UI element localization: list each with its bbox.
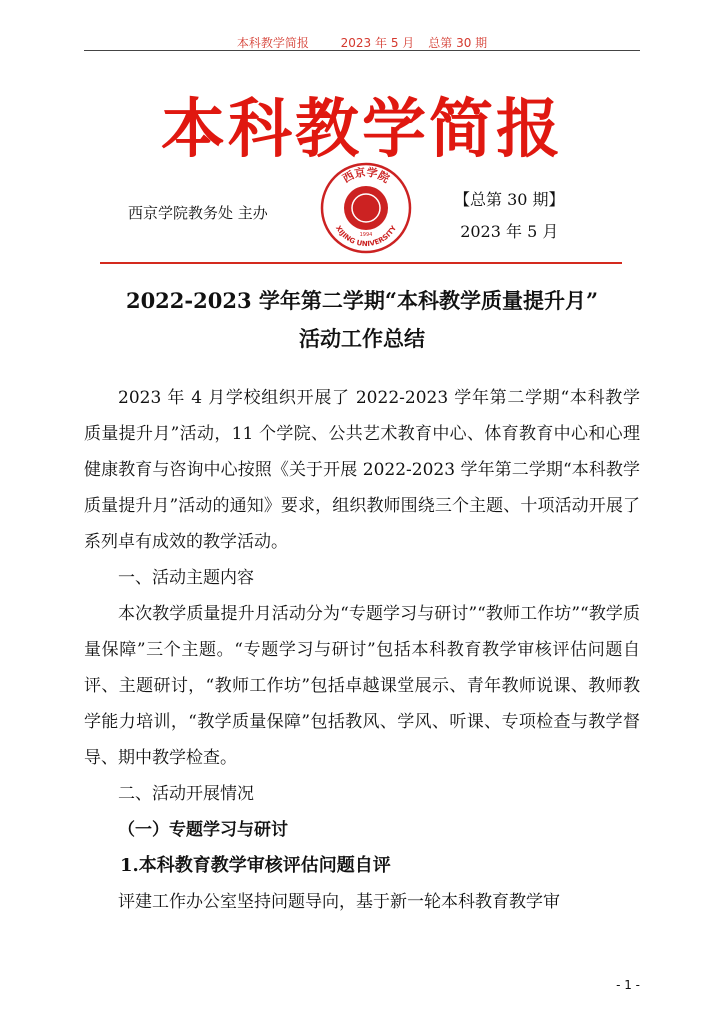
article-title-line2: 活动工作总结	[299, 326, 425, 351]
section1-heading: 一、活动主题内容	[118, 568, 254, 588]
intro-paragraph: 2023 年 4 月学校组织开展了 2022-2023 学年第二学期“本科教学质量提升月”活动，11 个学院、公共艺术教育中心、体育教育中心和心理健康教育与咨询中心按照《关于开展 2022-2023 学年第二学期“本科教学质量提升月”活动的通知》要求，组织教师围绕三个主题、十项活动开展了系列卓有成效的教学活动。	[84, 388, 640, 552]
item1-paragraph: 评建工作办公室坚持问题导向，基于新一轮本科教育教学审	[118, 892, 560, 912]
subsection1-heading: （一）专题学习与研讨	[118, 820, 288, 840]
issue-date: 2023 年 5 月	[460, 222, 559, 241]
running-head-name: 本科教学简报	[236, 36, 309, 50]
sponsor-line: 西京学院教务处 主办	[128, 204, 268, 222]
article-body	[84, 380, 640, 920]
seal-bottom-text: XIJING UNIVERSITY	[333, 224, 399, 249]
item1-heading: 1.本科教育教学审核评估问题自评	[120, 855, 391, 876]
page-number: - 1 -	[616, 978, 640, 992]
seal-year: 1994	[359, 232, 373, 238]
masthead-title: 本科教学简报	[161, 92, 563, 167]
seal-top-text: 西京学院	[340, 165, 392, 186]
issue-box	[454, 184, 565, 248]
section2-heading: 二、活动开展情况	[118, 784, 254, 804]
header-divider	[84, 50, 640, 51]
section1-paragraph: 本次教学质量提升月活动分为“专题学习与研讨”“教师工作坊”“教学质量保障”三个主题。“专题学习与研讨”包括本科教育教学审核评估问题自评、主题研讨，“教师工作坊”包括卓越课堂展示、青年教师说课、教师教学能力培训，“教学质量保障”包括教风、学风、听课、专项检查与教学督导、期中教学检查。	[84, 604, 640, 768]
issue-number: 【总第 30 期】	[454, 190, 565, 209]
university-seal	[320, 162, 412, 254]
masthead-red-divider	[100, 262, 622, 264]
running-head	[84, 34, 640, 51]
article-title-line1: 2022-2023 学年第二学期“本科教学质量提升月”	[125, 288, 599, 313]
running-head-date: 2023 年 5 月	[340, 36, 415, 50]
running-head-issue: 总第 30 期	[428, 36, 488, 50]
article-title	[84, 282, 640, 358]
